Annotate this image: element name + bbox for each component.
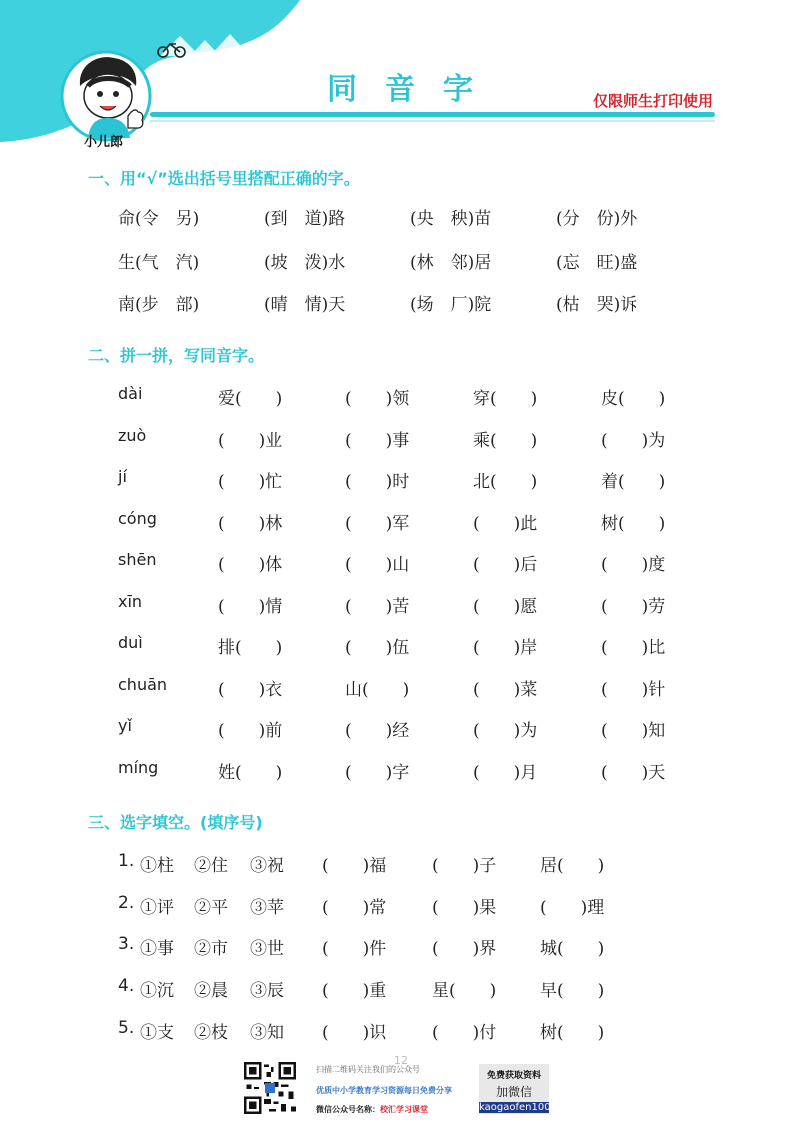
blank-item[interactable]: ( )识 <box>322 1023 387 1043</box>
choice-item[interactable]: (晴 情)天 <box>264 295 346 315</box>
blank-item[interactable]: ( )事 <box>345 431 410 451</box>
page-title: 同音字 <box>327 72 501 107</box>
pinyin-row <box>0 758 800 788</box>
pinyin-row <box>0 467 800 497</box>
brand-name: 小儿郎 <box>84 135 124 150</box>
pinyin-label: shēn <box>118 550 157 569</box>
section1-title: 一、用“√”选出括号里搭配正确的字。 <box>88 169 360 188</box>
choice-item[interactable]: (到 道)路 <box>264 209 346 229</box>
pinyin-row <box>0 509 800 539</box>
blank-item[interactable]: 乘( ) <box>473 431 538 451</box>
wechat-id: kaogaofen100 <box>479 1102 551 1113</box>
section2-title: 二、拼一拼，写同音字。 <box>88 346 265 365</box>
option: ②平 <box>194 898 228 918</box>
blank-item[interactable]: 北( ) <box>473 472 538 492</box>
blank-item[interactable]: ( )件 <box>322 939 387 959</box>
pinyin-label: xīn <box>118 592 143 611</box>
fill-row <box>0 1018 800 1048</box>
pinyin-label: míng <box>118 758 159 777</box>
section1-row <box>0 290 800 320</box>
blank-item[interactable]: 树( ) <box>540 1023 605 1043</box>
blank-item[interactable]: 着( ) <box>601 472 666 492</box>
wechat-label: 微信公众号名称： <box>316 1105 380 1114</box>
blank-item[interactable]: ( )重 <box>322 981 387 1001</box>
blank-item[interactable]: ( )知 <box>601 721 666 741</box>
blank-item[interactable]: ( )福 <box>322 856 387 876</box>
blank-item[interactable]: ( )天 <box>601 763 666 783</box>
blank-item[interactable]: ( )子 <box>432 856 497 876</box>
option: ②晨 <box>194 981 228 1001</box>
blank-item[interactable]: ( )理 <box>540 898 605 918</box>
pinyin-label: chuān <box>118 675 168 694</box>
choice-item[interactable]: (分 份)外 <box>556 209 638 229</box>
fill-row <box>0 934 800 964</box>
blank-item[interactable]: ( )情 <box>218 597 283 617</box>
option: ②住 <box>194 856 228 876</box>
question-number: 5. <box>118 1018 135 1038</box>
free-label: 免费获取资料 <box>486 1071 541 1081</box>
blank-item[interactable]: 皮( ) <box>601 389 666 409</box>
page-number: 12 <box>394 1054 408 1067</box>
blank-item[interactable]: 树( ) <box>601 514 666 534</box>
blank-item[interactable]: 城( ) <box>540 939 605 959</box>
blank-item[interactable]: ( )岸 <box>473 638 538 658</box>
blank-item[interactable]: ( )衣 <box>218 680 283 700</box>
question-number: 3. <box>118 934 135 954</box>
pinyin-row <box>0 592 800 622</box>
blank-item[interactable]: ( )针 <box>601 680 666 700</box>
fill-row <box>0 893 800 923</box>
blank-item[interactable]: ( )界 <box>432 939 497 959</box>
blank-item[interactable]: ( )果 <box>432 898 497 918</box>
blank-item[interactable]: 穿( ) <box>473 389 538 409</box>
footer <box>244 1054 584 1120</box>
choice-item[interactable]: (场 厂)院 <box>410 295 492 315</box>
choice-item[interactable]: (林 邻)居 <box>410 253 492 273</box>
blank-item[interactable]: ( )此 <box>473 514 538 534</box>
free-resource-box[interactable] <box>479 1064 549 1114</box>
question-number: 2. <box>118 893 135 913</box>
blank-item[interactable]: ( )愿 <box>473 597 538 617</box>
blank-item[interactable]: 山( ) <box>345 680 410 700</box>
choice-item[interactable]: 南(步 部) <box>118 295 200 315</box>
option: ③知 <box>250 1023 284 1043</box>
pinyin-row <box>0 550 800 580</box>
wechat-line <box>316 1104 428 1115</box>
blank-item[interactable]: ( )为 <box>473 721 538 741</box>
option: ①柱 <box>140 856 174 876</box>
blank-item[interactable]: ( )度 <box>601 555 666 575</box>
header-divider-light <box>150 120 715 122</box>
blank-item[interactable]: ( )后 <box>473 555 538 575</box>
choice-item[interactable]: (忘 旺)盛 <box>556 253 638 273</box>
option: ③辰 <box>250 981 284 1001</box>
add-wechat-label: 加微信 <box>495 1085 532 1099</box>
header-divider <box>150 112 715 117</box>
wechat-name: 校汇学习课堂 <box>380 1105 428 1114</box>
pinyin-row <box>0 384 800 414</box>
blank-item[interactable]: 排( ) <box>218 638 283 658</box>
blank-item[interactable]: ( )菜 <box>473 680 538 700</box>
pinyin-row <box>0 426 800 456</box>
blank-item[interactable]: ( )付 <box>432 1023 497 1043</box>
blank-item[interactable]: ( )林 <box>218 514 283 534</box>
share-text: 优质中小学教育学习资源每日免费分享 <box>316 1086 452 1095</box>
blank-item[interactable]: ( )业 <box>218 431 283 451</box>
pinyin-label: yǐ <box>118 716 132 735</box>
pinyin-label: jí <box>118 467 127 486</box>
pinyin-row <box>0 716 800 746</box>
question-number: 4. <box>118 976 135 996</box>
blank-item[interactable]: 姓( ) <box>218 763 283 783</box>
blank-item[interactable]: 早( ) <box>540 981 605 1001</box>
option: ①沉 <box>140 981 174 1001</box>
section1-row <box>0 204 800 234</box>
choice-item[interactable]: (坡 泼)水 <box>264 253 346 273</box>
fill-row <box>0 976 800 1006</box>
blank-item[interactable]: ( )劳 <box>601 597 666 617</box>
fill-row <box>0 851 800 881</box>
blank-item[interactable]: ( )为 <box>601 431 666 451</box>
pinyin-label: zuò <box>118 426 147 445</box>
blank-item[interactable]: ( )军 <box>345 514 410 534</box>
pinyin-label: dài <box>118 384 143 403</box>
blank-item[interactable]: ( )苦 <box>345 597 410 617</box>
blank-item[interactable]: ( )领 <box>345 389 410 409</box>
print-note: 仅限师生打印使用 <box>592 92 713 110</box>
option: ②枝 <box>194 1023 228 1043</box>
blank-item[interactable]: ( )山 <box>345 555 410 575</box>
blank-item[interactable]: ( )月 <box>473 763 538 783</box>
blank-item[interactable]: ( )体 <box>218 555 283 575</box>
blank-item[interactable]: ( )忙 <box>218 472 283 492</box>
choice-item[interactable]: 命(令 另) <box>118 209 200 229</box>
blank-item[interactable]: 居( ) <box>540 856 605 876</box>
section1-row <box>0 248 800 278</box>
option: ①事 <box>140 939 174 959</box>
blank-item[interactable]: 星( ) <box>432 981 497 1001</box>
section3-title: 三、选字填空。(填序号) <box>88 813 263 832</box>
pinyin-label: cóng <box>118 509 157 528</box>
blank-item[interactable]: ( )比 <box>601 638 666 658</box>
blank-item[interactable]: 爱( ) <box>218 389 283 409</box>
scan-text: 扫描二维码关注我们的公众号 <box>316 1065 420 1074</box>
pinyin-row <box>0 675 800 705</box>
blank-item[interactable]: ( )前 <box>218 721 283 741</box>
blank-item[interactable]: ( )时 <box>345 472 410 492</box>
blank-item[interactable]: ( )经 <box>345 721 410 741</box>
choice-item[interactable]: (枯 哭)诉 <box>556 295 638 315</box>
option: ③祝 <box>250 856 284 876</box>
option: ③世 <box>250 939 284 959</box>
blank-item[interactable]: ( )伍 <box>345 638 410 658</box>
option: ②市 <box>194 939 228 959</box>
question-number: 1. <box>118 851 135 871</box>
blank-item[interactable]: ( )字 <box>345 763 410 783</box>
qr-code-icon[interactable] <box>244 1062 296 1114</box>
option: ①支 <box>140 1023 174 1043</box>
option: ③苹 <box>250 898 284 918</box>
choice-item[interactable]: 生(气 汽) <box>118 253 200 273</box>
pinyin-row <box>0 633 800 663</box>
pinyin-label: duì <box>118 633 143 652</box>
blank-item[interactable]: ( )常 <box>322 898 387 918</box>
option: ①评 <box>140 898 174 918</box>
choice-item[interactable]: (央 秧)苗 <box>410 209 492 229</box>
